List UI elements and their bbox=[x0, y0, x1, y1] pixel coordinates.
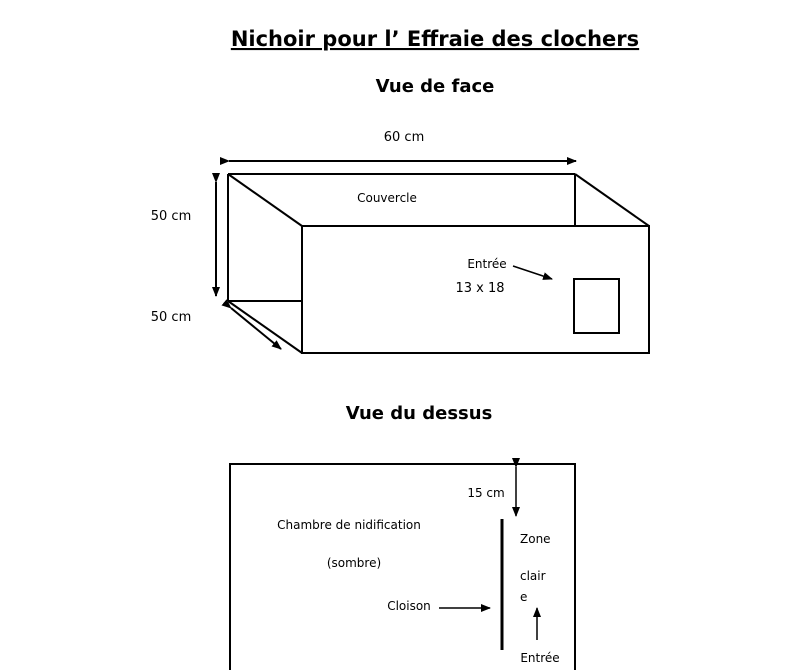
light-zone-label-line1: Zone bbox=[520, 532, 551, 546]
entrance-pointer-arrow bbox=[513, 266, 552, 279]
depth-label: 50 cm bbox=[150, 310, 192, 325]
front-view-heading: Vue de face bbox=[375, 76, 495, 97]
top-view-heading: Vue du dessus bbox=[345, 403, 493, 424]
lid-label: Couvercle bbox=[357, 191, 417, 205]
top-view-outline bbox=[230, 464, 575, 670]
box-left-bottom-edge bbox=[228, 301, 302, 353]
light-zone-label-line3: e bbox=[520, 590, 528, 604]
chamber-label: Chambre de nidification bbox=[277, 518, 421, 532]
height-label: 50 cm bbox=[150, 209, 192, 224]
top-view bbox=[230, 403, 575, 670]
width-label: 60 cm bbox=[383, 130, 425, 145]
depth-dimension-arrow bbox=[231, 308, 281, 349]
chamber-sublabel: (sombre) bbox=[326, 556, 382, 570]
page-title: Nichoir pour l’ Effraie des clochers bbox=[230, 27, 640, 51]
box-top-right-diagonal bbox=[575, 174, 649, 226]
entrance-label: Entrée bbox=[467, 257, 507, 271]
entrance-size-label: 13 x 18 bbox=[455, 281, 505, 296]
top-entrance-label: Entrée bbox=[520, 651, 560, 665]
front-view bbox=[151, 76, 649, 353]
light-zone-label-line2: clair bbox=[520, 569, 546, 583]
offset-label: 15 cm bbox=[467, 486, 505, 500]
entrance-hole bbox=[574, 279, 619, 333]
partition-label: Cloison bbox=[387, 599, 431, 613]
box-top-left-diagonal bbox=[228, 174, 302, 226]
